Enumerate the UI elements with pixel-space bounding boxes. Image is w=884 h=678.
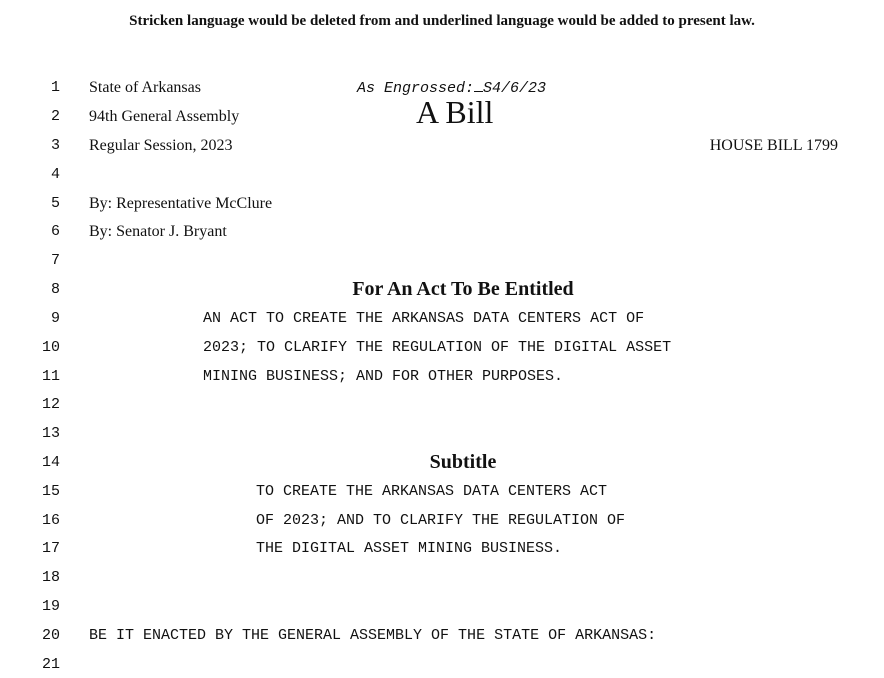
subtitle-line: THE DIGITAL ASSET MINING BUSINESS. (256, 540, 563, 557)
line-number: 17 (41, 540, 60, 557)
act-heading: For An Act To Be Entitled (352, 278, 574, 300)
line-number: 1 (50, 79, 60, 96)
subtitle-heading: Subtitle (429, 451, 497, 473)
line-number: 4 (50, 166, 60, 183)
enacting-clause: BE IT ENACTED BY THE GENERAL ASSEMBLY OF THE STATE OF ARKANSAS: (89, 627, 657, 644)
line-number: 20 (41, 627, 60, 644)
act-title-line: 2023; TO CLARIFY THE REGULATION OF THE DIGITAL ASSET (203, 339, 672, 356)
line-number: 14 (41, 454, 60, 471)
act-title-line: AN ACT TO CREATE THE ARKANSAS DATA CENTERS ACT OF (203, 310, 645, 327)
state-name: State of Arkansas (89, 79, 201, 96)
line-number: 8 (50, 281, 60, 298)
line-number: 10 (41, 339, 60, 356)
line-number: 16 (41, 512, 60, 529)
engrossed-label: As Engrossed: (357, 80, 475, 97)
session: Regular Session, 2023 (89, 137, 233, 154)
line-number: 19 (41, 598, 60, 615)
document-title: A Bill (416, 94, 494, 130)
sponsor: By: Senator J. Bryant (89, 223, 227, 240)
bill-number: HOUSE BILL 1799 (709, 137, 838, 154)
amendment-notice: Stricken language would be deleted from and underlined language would be added to present law. (129, 13, 755, 29)
line-number: 18 (41, 569, 60, 586)
engrossed-date: S4/6/23 (483, 80, 547, 97)
subtitle-line: TO CREATE THE ARKANSAS DATA CENTERS ACT (256, 483, 608, 500)
line-number: 5 (50, 195, 60, 212)
line-number: 12 (41, 396, 60, 413)
act-title-line: MINING BUSINESS; AND FOR OTHER PURPOSES. (203, 368, 564, 385)
line-number: 2 (50, 108, 60, 125)
line-number: 15 (41, 483, 60, 500)
line-number: 9 (50, 310, 60, 327)
sponsor: By: Representative McClure (89, 195, 273, 212)
general-assembly: 94th General Assembly (89, 108, 240, 125)
line-number: 21 (41, 656, 60, 673)
line-number: 13 (41, 425, 60, 442)
line-number: 3 (50, 137, 60, 154)
subtitle-line: OF 2023; AND TO CLARIFY THE REGULATION OF (256, 512, 626, 529)
line-number: 6 (50, 223, 60, 240)
line-number: 7 (50, 252, 60, 269)
line-number: 11 (41, 368, 60, 385)
